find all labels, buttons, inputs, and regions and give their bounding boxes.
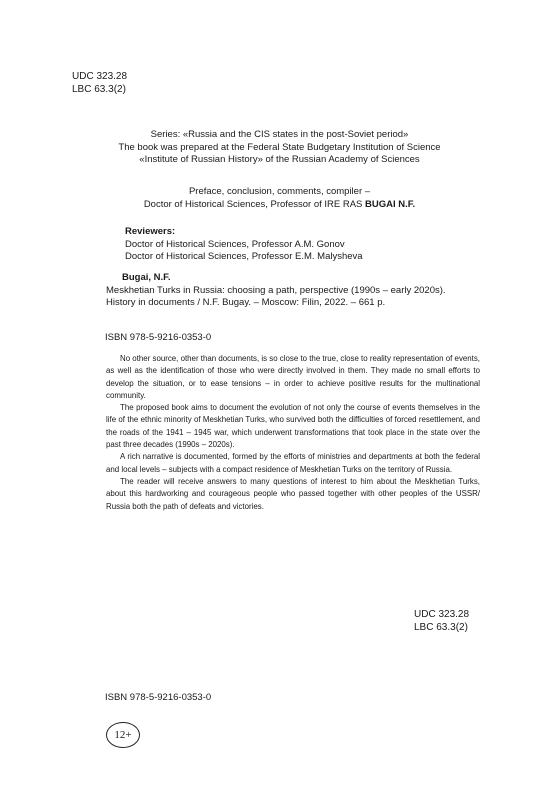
udc-lbc-top [72, 70, 127, 96]
bib-imprint: History in documents / N.F. Bugay. – Moscow: Filin, 2022. – 661 p. [106, 297, 386, 308]
lbc-code: LBC 63.3(2) [414, 622, 468, 633]
bibliographic-record [106, 272, 506, 310]
series-title: Series: «Russia and the CIS states in the post-Soviet period» [150, 129, 409, 140]
compiler-title: Doctor of Historical Sciences, Professor of IRE RAS [143, 198, 366, 210]
reviewers-heading: Reviewers: [125, 226, 176, 237]
reviewers-block [125, 226, 363, 264]
preface-line: Preface, conclusion, comments, compiler – [188, 186, 371, 197]
compiler-name: BUGAI N.F. [365, 198, 416, 210]
reviewer: Doctor of Historical Sciences, Professor A.M. Gonov [125, 238, 345, 250]
lbc-code: LBC 63.3(2) [72, 84, 126, 95]
institution-line: «Institute of Russian History» of the Russian Academy of Sciences [139, 154, 420, 165]
compiler-line [0, 199, 559, 212]
udc-code: UDC 323.28 [414, 609, 470, 620]
preface-block [0, 186, 559, 211]
abstract-paragraph: A rich narrative is documented, formed by the efforts of ministries and departments at both the federal and local levels – subjects with a compact residence of Meskhetian Turks on the territory of Russia. [106, 452, 480, 474]
institution-line: The book was prepared at the Federal State Budgetary Institution of Science [118, 141, 441, 153]
abstract-paragraph: The proposed book aims to document the evolution of not only the course of events themselves in the life of the ethnic minority of Meskhetian Turks, who survived both the difficulties of forced resettlement, and the roads of the 1941 – 1945 war, which underwent transformations that took place in the state over the past three decades (1990s – 2020s). [106, 403, 480, 450]
age-rating-badge [106, 722, 140, 748]
udc-lbc-bottom [414, 608, 469, 634]
abstract [106, 353, 480, 513]
bib-title: Meskhetian Turks in Russia: choosing a path, perspective (1990s – early 2020s). [106, 284, 446, 296]
age-rating-label: 12+ [114, 729, 132, 741]
isbn-top: ISBN 978-5-9216-0353-0 [105, 332, 212, 343]
series-block [0, 129, 559, 167]
bib-author: Bugai, N.F. [122, 272, 171, 283]
reviewer: Doctor of Historical Sciences, Professor E.M. Malysheva [125, 251, 363, 262]
isbn-bottom: ISBN 978-5-9216-0353-0 [105, 692, 212, 703]
udc-code: UDC 323.28 [72, 71, 128, 82]
abstract-paragraph: No other source, other than documents, is so close to the true, close to reality representation of events, as well as the identification of those who were directly involved in them. They made no small efforts to develop the situation, or to ease tensions – in order to achieve positive results for the multinational community. [106, 354, 480, 400]
abstract-paragraph: The reader will receive answers to many questions of interest to him about the Meskhetian Turks, about this hardworking and courageous people who passed together with other peoples of the USSR/ Russia both the path of defeats and victories. [106, 476, 480, 511]
